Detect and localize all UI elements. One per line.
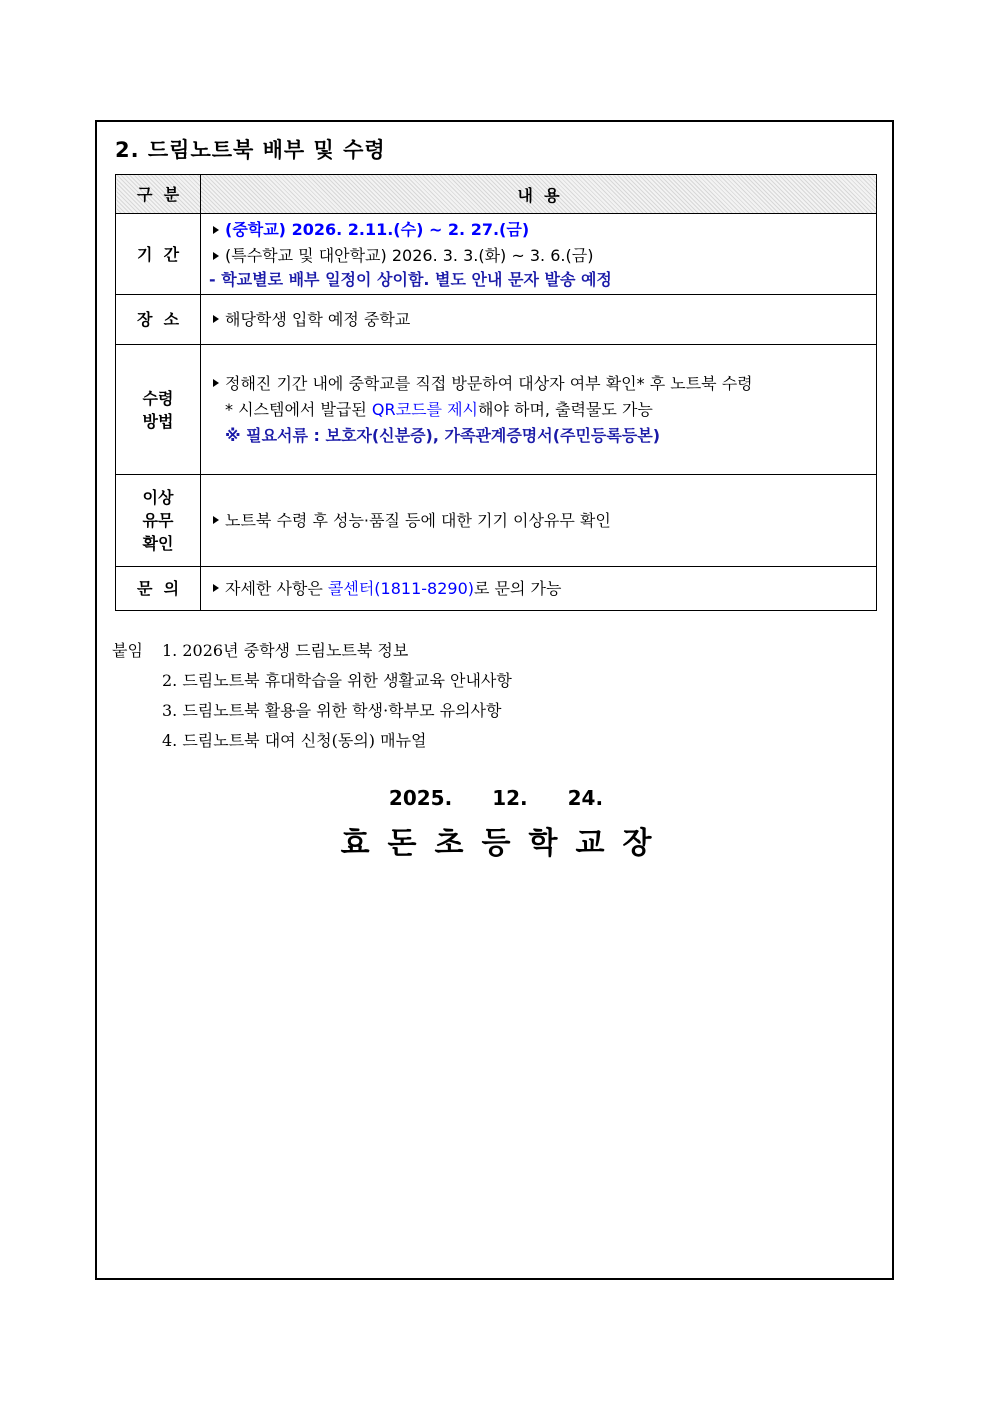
attachment-item: 2. 드림노트북 휴대학습을 위한 생활교육 안내사항 (162, 671, 512, 690)
period-note: - 학교별로 배부 일정이 상이함. 별도 안내 문자 발송 예정 (209, 270, 612, 289)
inquiry-text: 자세한 사항은 콜센터(1811-8290)로 문의 가능 (213, 576, 876, 602)
period-label: 기 간 (116, 214, 201, 295)
period-special-school: (특수학교 및 대안학교) 2026. 3. 3.(화) ~ 3. 6.(금) (225, 246, 594, 265)
check-label-3: 확인 (142, 534, 174, 553)
table-header-row (116, 175, 877, 214)
check-label-2: 유무 (142, 511, 174, 530)
section-title: 2. 드림노트북 배부 및 수령 (115, 138, 386, 162)
place-label: 장 소 (116, 295, 201, 345)
method-line-2: * 시스템에서 발급된 QR코드를 제시해야 하며, 출력물도 가능 (225, 399, 653, 419)
table-row-inquiry (116, 567, 877, 611)
table-row-place (116, 295, 877, 345)
call-center-number: 콜센터(1811-8290) (327, 578, 474, 598)
method-label-1: 수령 (142, 388, 174, 408)
method-line-1: 정해진 기간 내에 중학교를 직접 방문하여 대상자 여부 확인* 후 노트북 수령 (225, 373, 753, 393)
header-content: 내 용 (201, 175, 877, 214)
check-label-1: 이상 (142, 488, 174, 507)
table-row-check (116, 475, 877, 567)
bullet-icon (213, 584, 219, 592)
attachments (112, 636, 512, 756)
bullet-icon (213, 379, 219, 387)
attachments-head: 붙임 (112, 641, 143, 660)
period-middle-school: (중학교) 2026. 2.11.(수) ~ 2. 27.(금) (225, 220, 530, 239)
required-documents: ※ 필요서류 : 보호자(신분증), 가족관계증명서(주민등록등본) (225, 425, 661, 445)
method-label-2: 방법 (142, 411, 174, 431)
table-row-period (116, 214, 877, 295)
inquiry-label: 문 의 (116, 567, 201, 611)
date-year: 2025. (388, 786, 453, 810)
attachment-item: 1. 2026년 중학생 드림노트북 정보 (162, 641, 409, 660)
qr-code-highlight: QR코드를 제시 (371, 399, 478, 419)
attachment-item: 4. 드림노트북 대여 신청(동의) 매뉴얼 (162, 731, 427, 750)
signer-title: 효돈초등학교장 (340, 826, 670, 861)
date-day: 24. (567, 786, 604, 810)
table-row-method (116, 345, 877, 475)
place-text: 해당학생 입학 예정 중학교 (225, 309, 411, 329)
check-text: 노트북 수령 후 성능·품질 등에 대한 기기 이상유무 확인 (225, 510, 611, 530)
bullet-icon (213, 226, 219, 234)
bullet-icon (213, 516, 219, 524)
attachment-item: 3. 드림노트북 활용을 위한 학생·학부모 유의사항 (162, 701, 502, 720)
date-month: 12. (492, 786, 528, 810)
issue-date (0, 786, 992, 810)
bullet-icon (213, 315, 219, 323)
info-table (115, 174, 877, 611)
header-category: 구 분 (116, 175, 201, 214)
bullet-icon (213, 252, 219, 260)
